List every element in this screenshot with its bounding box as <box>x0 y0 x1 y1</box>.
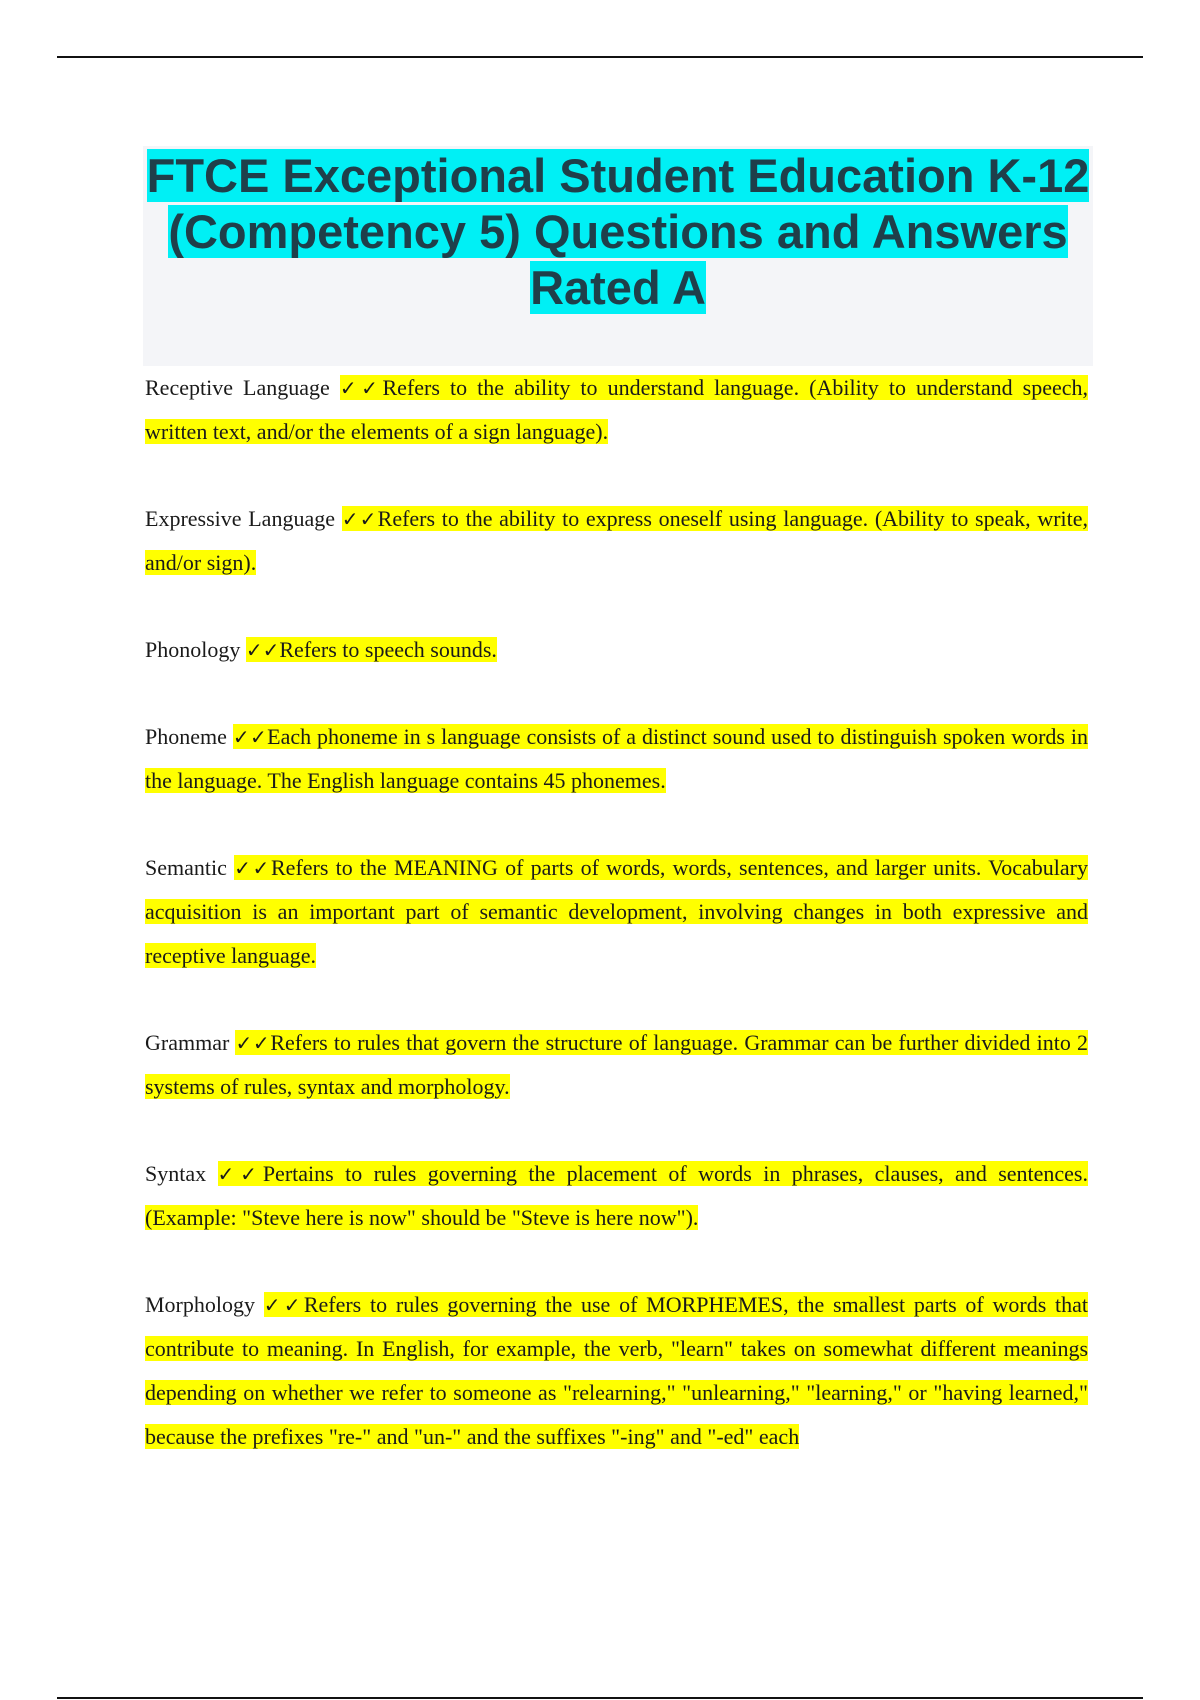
definition-highlight <box>145 1161 1088 1230</box>
double-check-icon: ✓✓ <box>232 725 268 749</box>
double-check-icon: ✓✓ <box>235 1031 271 1055</box>
qa-list <box>145 366 1088 1502</box>
term: Morphology <box>145 1292 255 1317</box>
term: Syntax <box>145 1161 207 1186</box>
definition: Refers to the MEANING of parts of words, words, sentences, and larger units. Vocabulary acquisition is an important part of semantic development, involving changes in both expressive and receptive language. <box>145 855 1088 968</box>
definition-highlight <box>145 855 1088 968</box>
definition-highlight <box>145 1030 1088 1099</box>
double-check-icon: ✓✓ <box>339 376 383 400</box>
term: Expressive Language <box>145 506 335 531</box>
double-check-icon: ✓✓ <box>245 638 280 662</box>
definition: Refers to rules that govern the structure of language. Grammar can be further divided into 2 systems of rules, syntax and morphology. <box>145 1030 1089 1099</box>
bottom-rule <box>57 1697 1143 1699</box>
top-rule <box>57 56 1143 58</box>
definition: Pertains to rules governing the placement of words in phrases, clauses, and sentences. (Example: "Steve here is now" should be "Steve is here now"). <box>145 1161 1088 1230</box>
qa-entry-expressive-language <box>145 497 1088 585</box>
definition: Refers to rules governing the use of MORPHEMES, the smallest parts of words that contribute to meaning. In English, for example, the verb, "learn" takes on somewhat different meanings depending on whether we refer to someone as "relearning," "unlearning," "learning," or "having learned," because the prefixes "re-" and "un-" and the suffixes "-ing" and "-ed" each <box>145 1292 1089 1449</box>
double-check-icon: ✓✓ <box>217 1162 263 1186</box>
double-check-icon: ✓✓ <box>234 856 271 880</box>
title-block <box>143 146 1093 366</box>
qa-entry-phoneme <box>145 715 1088 803</box>
qa-entry-semantic <box>145 846 1088 978</box>
term: Grammar <box>145 1030 230 1055</box>
definition-highlight <box>145 1292 1088 1449</box>
definition: Refers to speech sounds. <box>279 637 497 662</box>
qa-entry-grammar <box>145 1021 1088 1109</box>
definition-highlight <box>145 724 1088 793</box>
qa-entry-receptive-language <box>145 366 1088 454</box>
title-highlight: FTCE Exceptional Student Education K-12 (Competency 5) Questions and Answers Rated A <box>146 149 1090 314</box>
definition-highlight <box>246 637 497 662</box>
double-check-icon: ✓✓ <box>263 1293 304 1317</box>
qa-entry-syntax <box>145 1152 1088 1240</box>
document-title <box>143 146 1093 316</box>
double-check-icon: ✓✓ <box>341 507 378 531</box>
qa-entry-phonology <box>145 628 1088 672</box>
term: Receptive Language <box>145 375 330 400</box>
definition: Refers to the ability to understand language. (Ability to understand speech, written text, and/or the elements of a sign language). <box>145 375 1089 444</box>
definition: Each phoneme in s language consists of a distinct sound used to distinguish spoken words in the language. The English language contains 45 phonemes. <box>145 724 1089 793</box>
definition: Refers to the ability to express oneself using language. (Ability to speak, write, and/or sign). <box>145 506 1089 575</box>
term: Phoneme <box>145 724 227 749</box>
term: Phonology <box>145 637 241 662</box>
term: Semantic <box>145 855 227 880</box>
qa-entry-morphology <box>145 1283 1088 1459</box>
